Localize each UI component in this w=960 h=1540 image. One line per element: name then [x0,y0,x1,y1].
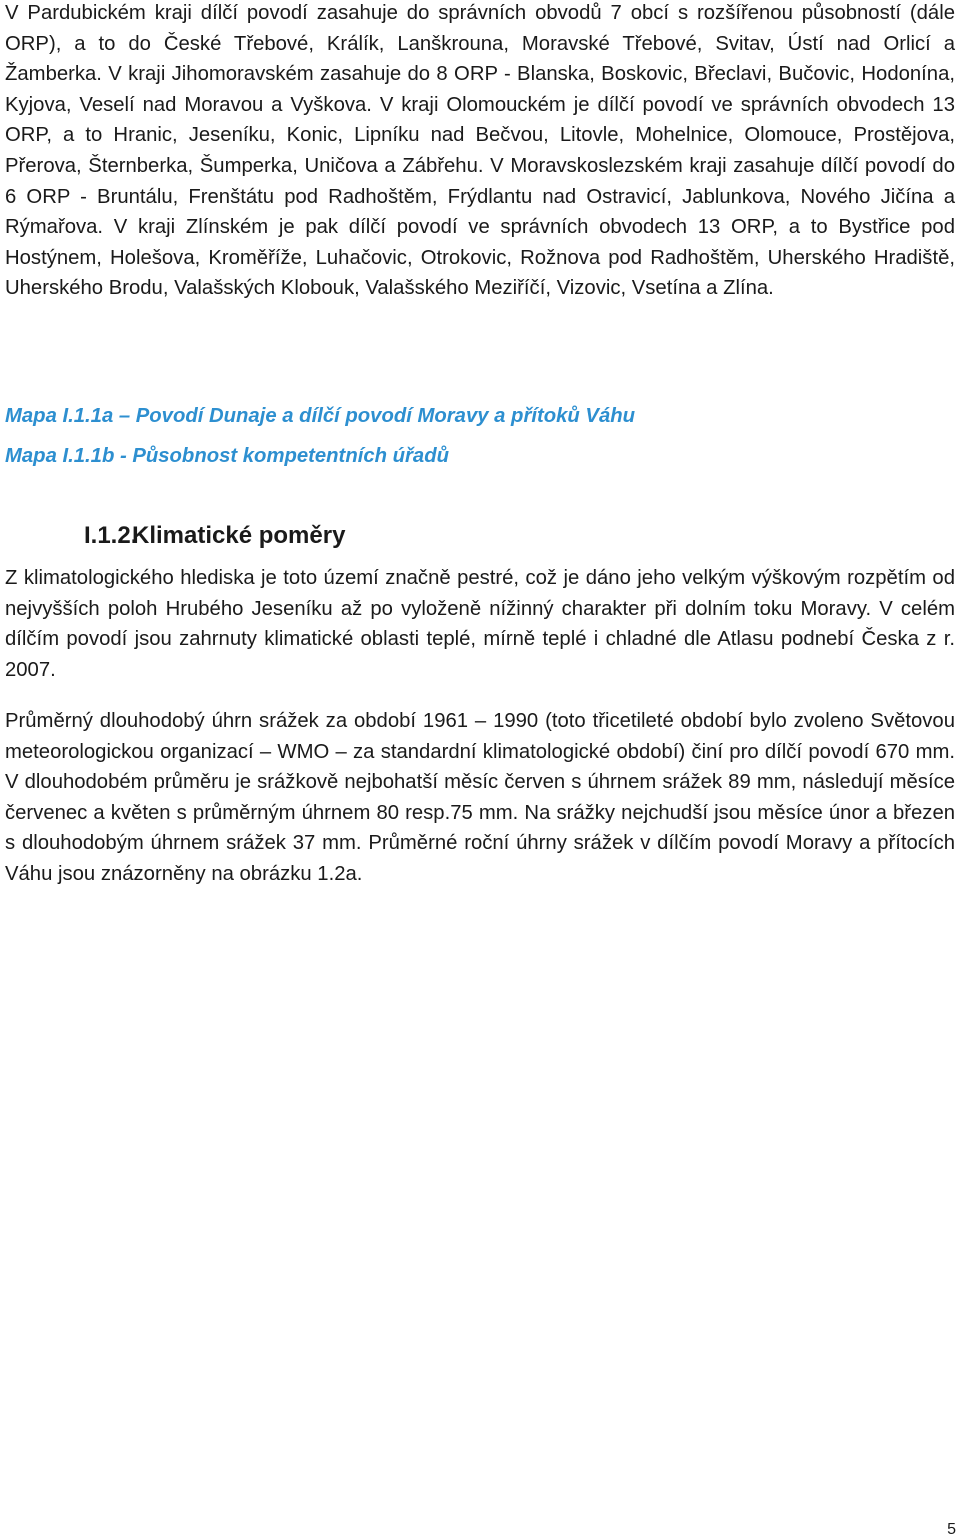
map-link-pusobnost-uradu[interactable]: Mapa I.1.1b - Působnost kompetentních úřadů [5,445,449,467]
section-number: I.1.2. [84,522,138,549]
map-link-povodi-dunaje[interactable]: Mapa I.1.1a – Povodí Dunaje a dílčí povodí Moravy a přítoků Váhu [5,405,635,427]
section-heading [84,522,345,550]
section-title: Klimatické poměry [132,522,346,549]
page-number: 5 [947,1521,956,1538]
paragraph-precipitation: Průměrný dlouhodobý úhrn srážek za období 1961 – 1990 (toto třicetileté období bylo zvoleno Světovou meteorologickou organizací – WMO – za standardní klimatologické období) činí pro dílčí povodí 670 mm. V dlouhodobém průměru je srážkově nejbohatší měsíc červen s úhrnem srážek 89 mm, následují měsíce červenec a květen s průměrným úhrnem 80 resp.75 mm. Na srážky nejchudší jsou měsíce únor a březen s dlouhodobým úhrnem srážek 37 mm. Průměrné roční úhrny srážek v dílčím povodí Moravy a přítocích Váhu jsou znázorněny na obrázku 1.2a. [5,710,955,885]
paragraph-climate: Z klimatologického hlediska je toto území značně pestré, což je dáno jeho velkým výškovým rozpětím od nejvyšších poloh Hrubého Jeseníku až po vyloženě nížinný charakter při dolním toku Moravy. V celém dílčím povodí jsou zahrnuty klimatické oblasti teplé, mírně teplé i chladné dle Atlasu podnebí Česka z r. 2007. [5,567,955,681]
paragraph-orp-districts: V Pardubickém kraji dílčí povodí zasahuje do správních obvodů 7 obcí s rozšířenou působností (dále ORP), a to do České Třebové, Králík, Lanškrouna, Moravské Třebové, Svitav, Ústí nad Orlicí a Žamberka. V kraji Jihomoravském zasahuje do 8 ORP - Blanska, Boskovic, Břeclavi, Bučovic, Hodonína, Kyjova, Veselí nad Moravou a Vyškova. V kraji Olomouckém je dílčí povodí ve správních obvodech 13 ORP, a to Hranic, Jeseníku, Konic, Lipníku nad Bečvou, Litovle, Mohelnice, Olomouce, Prostějova, Přerova, Šternberka, Šumperka, Uničova a Zábřehu. V Moravskoslezském kraji zasahuje dílčí povodí do 6 ORP - Bruntálu, Frenštátu pod Radhoštěm, Frýdlantu nad Ostravicí, Jablunkova, Nového Jičína a Rýmařova. V kraji Zlínském je pak dílčí povodí ve správních obvodech 13 ORP, a to Bystřice pod Hostýnem, Holešova, Kroměříže, Luhačovic, Otrokovic, Rožnova pod Radhoštěm, Uherského Hradiště, Uherského Brodu, Valašských Klobouk, Valašského Meziříčí, Vizovic, Vsetína a Zlína. [5,2,955,300]
